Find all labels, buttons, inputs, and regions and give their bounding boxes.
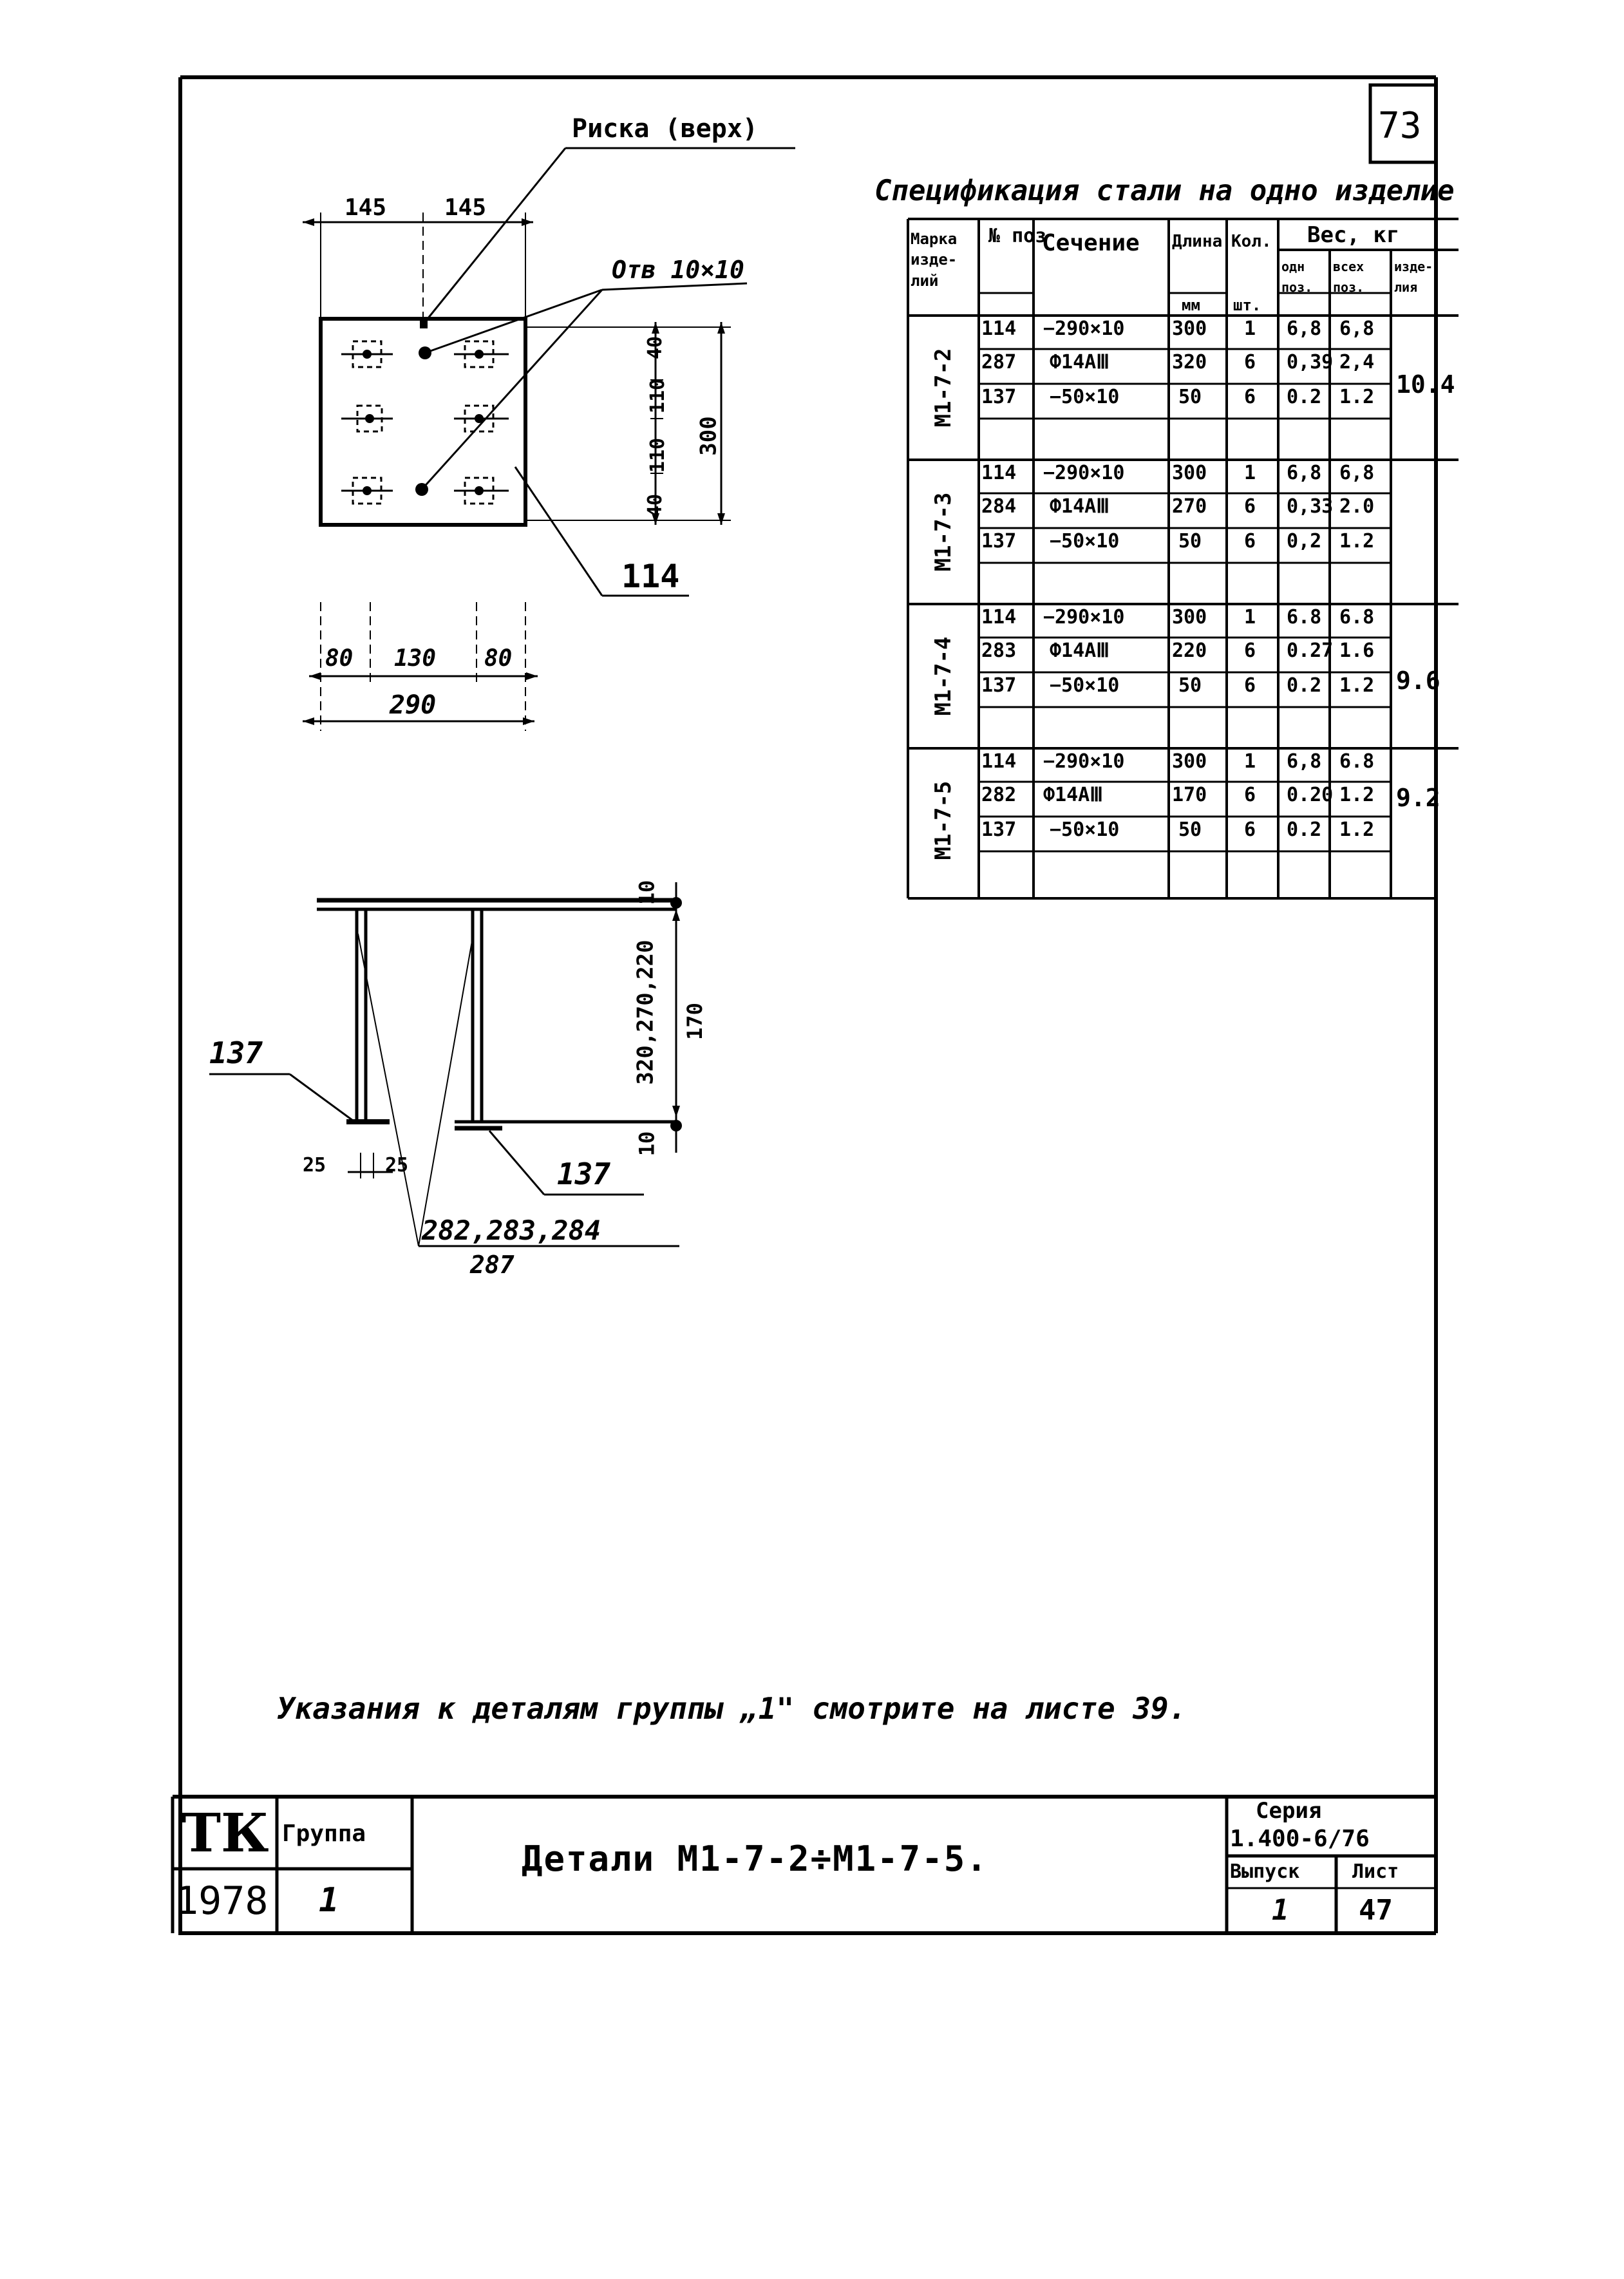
cell-pos: 282	[981, 784, 1017, 806]
header-length-unit: мм	[1182, 296, 1200, 314]
cell-length: 300	[1172, 606, 1207, 629]
sheet-label: Лист	[1352, 1860, 1399, 1883]
cell-section: −290×10	[1043, 750, 1125, 773]
cell-length: 220	[1172, 639, 1207, 662]
cell-w-one: 0.27	[1287, 639, 1334, 662]
sheet-corner-number: 73	[1378, 105, 1422, 147]
cell-section: −50×10	[1050, 674, 1120, 697]
dim-80-right: 80	[484, 645, 513, 672]
callout-137-left: 137	[209, 1035, 263, 1070]
cell-qty: 1	[1244, 317, 1256, 340]
cell-w-all: 1.2	[1339, 386, 1375, 408]
dim-145-right: 145	[444, 194, 487, 221]
cell-w-one: 6,8	[1287, 462, 1322, 484]
header-qty-unit: шт.	[1233, 296, 1261, 314]
dim-290: 290	[390, 690, 437, 720]
issue-label: Выпуск	[1230, 1860, 1300, 1883]
dim-170: 170	[682, 1003, 707, 1040]
header-length: Длина	[1172, 232, 1223, 251]
group-mark: М1-7-5	[930, 780, 956, 860]
cell-pos: 114	[981, 606, 1017, 629]
org-code: ТК	[182, 1802, 269, 1864]
dim-130: 130	[394, 645, 437, 672]
callout-137-right: 137	[557, 1157, 611, 1191]
cell-w-all: 6,8	[1339, 317, 1375, 340]
table-group	[908, 460, 1459, 604]
dim-40-bottom: 40	[644, 493, 667, 518]
cell-pos: 114	[981, 750, 1017, 773]
dim-10-bottom: 10	[634, 1131, 659, 1157]
series-label: Серия	[1256, 1798, 1322, 1824]
cell-pos: 137	[981, 530, 1017, 553]
cell-w-all: 1.2	[1339, 674, 1375, 697]
cell-w-one: 0.20	[1287, 784, 1334, 806]
cell-qty: 6	[1244, 818, 1256, 841]
cell-length: 320	[1172, 351, 1207, 374]
cell-qty: 1	[1244, 606, 1256, 629]
group-total: 9.2	[1396, 784, 1440, 812]
year: 1978	[175, 1878, 269, 1924]
group-mark: М1-7-2	[930, 348, 956, 428]
cell-w-all: 6.8	[1339, 606, 1375, 629]
cell-w-all: 1.2	[1339, 818, 1375, 841]
drawing-title: Детали М1-7-2÷М1-7-5.	[522, 1839, 988, 1879]
cell-pos: 287	[981, 351, 1017, 374]
cell-length: 50	[1178, 818, 1202, 841]
dim-80-left: 80	[325, 645, 354, 672]
cell-qty: 6	[1244, 351, 1256, 374]
cell-length: 170	[1172, 784, 1207, 806]
cell-w-one: 0,2	[1287, 530, 1322, 553]
cell-length: 50	[1178, 530, 1202, 553]
cell-w-one: 0,39	[1287, 351, 1334, 374]
dim-25-left: 25	[303, 1154, 326, 1177]
group-mark: М1-7-4	[930, 636, 956, 716]
cell-length: 300	[1172, 750, 1207, 773]
cell-length: 50	[1178, 386, 1202, 408]
hole-label: Отв 10×10	[612, 256, 744, 284]
dim-145-left: 145	[345, 194, 387, 221]
issue-value: 1	[1272, 1894, 1289, 1927]
cell-w-all: 2,4	[1339, 351, 1375, 374]
header-qty: Кол.	[1231, 232, 1272, 251]
cell-qty: 6	[1244, 530, 1256, 553]
cell-pos: 137	[981, 674, 1017, 697]
cell-w-all: 2.0	[1339, 495, 1375, 518]
spec-table-body	[908, 316, 1459, 898]
cell-pos: 114	[981, 317, 1017, 340]
header-weight: Вес, кг	[1307, 222, 1400, 248]
cell-w-all: 1.2	[1339, 784, 1375, 806]
cell-section: −290×10	[1043, 462, 1125, 484]
sheet-value: 47	[1359, 1894, 1393, 1927]
group-mark: М1-7-3	[930, 492, 956, 572]
risk-label: Риска (верх)	[572, 114, 758, 144]
dim-heights: 320,270,220	[632, 940, 659, 1085]
series-value: 1.400-6/76	[1230, 1826, 1370, 1852]
table-title: Спецификация стали на одно изделие	[874, 175, 1455, 207]
cell-length: 270	[1172, 495, 1207, 518]
dim-10-top: 10	[634, 880, 659, 905]
cell-section: Ф14АⅢ	[1043, 784, 1103, 806]
cell-section: −290×10	[1043, 606, 1125, 629]
cell-w-one: 0.2	[1287, 386, 1322, 408]
header-pos-no: № поз	[988, 225, 1047, 247]
group-total: 9.6	[1396, 667, 1440, 695]
cell-section: Ф14АⅢ	[1050, 639, 1109, 662]
cell-length: 50	[1178, 674, 1202, 697]
cell-section: −50×10	[1050, 386, 1120, 408]
header-mark: Марка изде-лий	[911, 230, 958, 290]
group-label: Группа	[282, 1820, 366, 1847]
dim-40-top: 40	[644, 336, 667, 360]
group-value: 1	[319, 1881, 339, 1920]
cell-w-one: 6,8	[1287, 317, 1322, 340]
instructions-note: Указания к деталям группы „1" смотрите на листе 39.	[277, 1691, 1187, 1726]
cell-w-one: 0,33	[1287, 495, 1334, 518]
group-total: 10.4	[1396, 370, 1455, 399]
cell-qty: 1	[1244, 462, 1256, 484]
cell-w-one: 6,8	[1287, 750, 1322, 773]
cell-section: −50×10	[1050, 530, 1120, 553]
cell-w-one: 0.2	[1287, 674, 1322, 697]
cell-w-all: 6.8	[1339, 750, 1375, 773]
cell-pos: 283	[981, 639, 1017, 662]
callout-rods: 282,283,284	[422, 1215, 601, 1246]
table-group	[908, 316, 1459, 460]
cell-section: Ф14АⅢ	[1050, 351, 1109, 374]
cell-pos: 114	[981, 462, 1017, 484]
cell-qty: 1	[1244, 750, 1256, 773]
table-group	[908, 748, 1459, 893]
header-w-item: изде-лия	[1394, 259, 1433, 295]
callout-287: 287	[470, 1251, 515, 1279]
header-w-one: одн поз.	[1281, 259, 1313, 295]
cell-length: 300	[1172, 317, 1207, 340]
cell-w-all: 6,8	[1339, 462, 1375, 484]
dim-110-a: 110	[647, 378, 670, 414]
callout-114: 114	[621, 558, 680, 595]
cell-qty: 6	[1244, 639, 1256, 662]
header-section: Сечение	[1042, 230, 1140, 256]
cell-section: Ф14АⅢ	[1050, 495, 1109, 518]
cell-w-one: 0.2	[1287, 818, 1322, 841]
cell-qty: 6	[1244, 784, 1256, 806]
cell-w-one: 6.8	[1287, 606, 1322, 629]
cell-section: −290×10	[1043, 317, 1125, 340]
dim-300: 300	[695, 416, 722, 456]
cell-qty: 6	[1244, 386, 1256, 408]
cell-length: 300	[1172, 462, 1207, 484]
cell-qty: 6	[1244, 674, 1256, 697]
cell-section: −50×10	[1050, 818, 1120, 841]
cell-pos: 137	[981, 386, 1017, 408]
cell-w-all: 1.6	[1339, 639, 1375, 662]
cell-pos: 284	[981, 495, 1017, 518]
dim-25-right: 25	[385, 1154, 409, 1177]
table-group	[908, 604, 1459, 748]
cell-pos: 137	[981, 818, 1017, 841]
cell-qty: 6	[1244, 495, 1256, 518]
header-w-all: всех поз.	[1333, 259, 1364, 295]
dim-110-b: 110	[647, 437, 670, 473]
cell-w-all: 1.2	[1339, 530, 1375, 553]
